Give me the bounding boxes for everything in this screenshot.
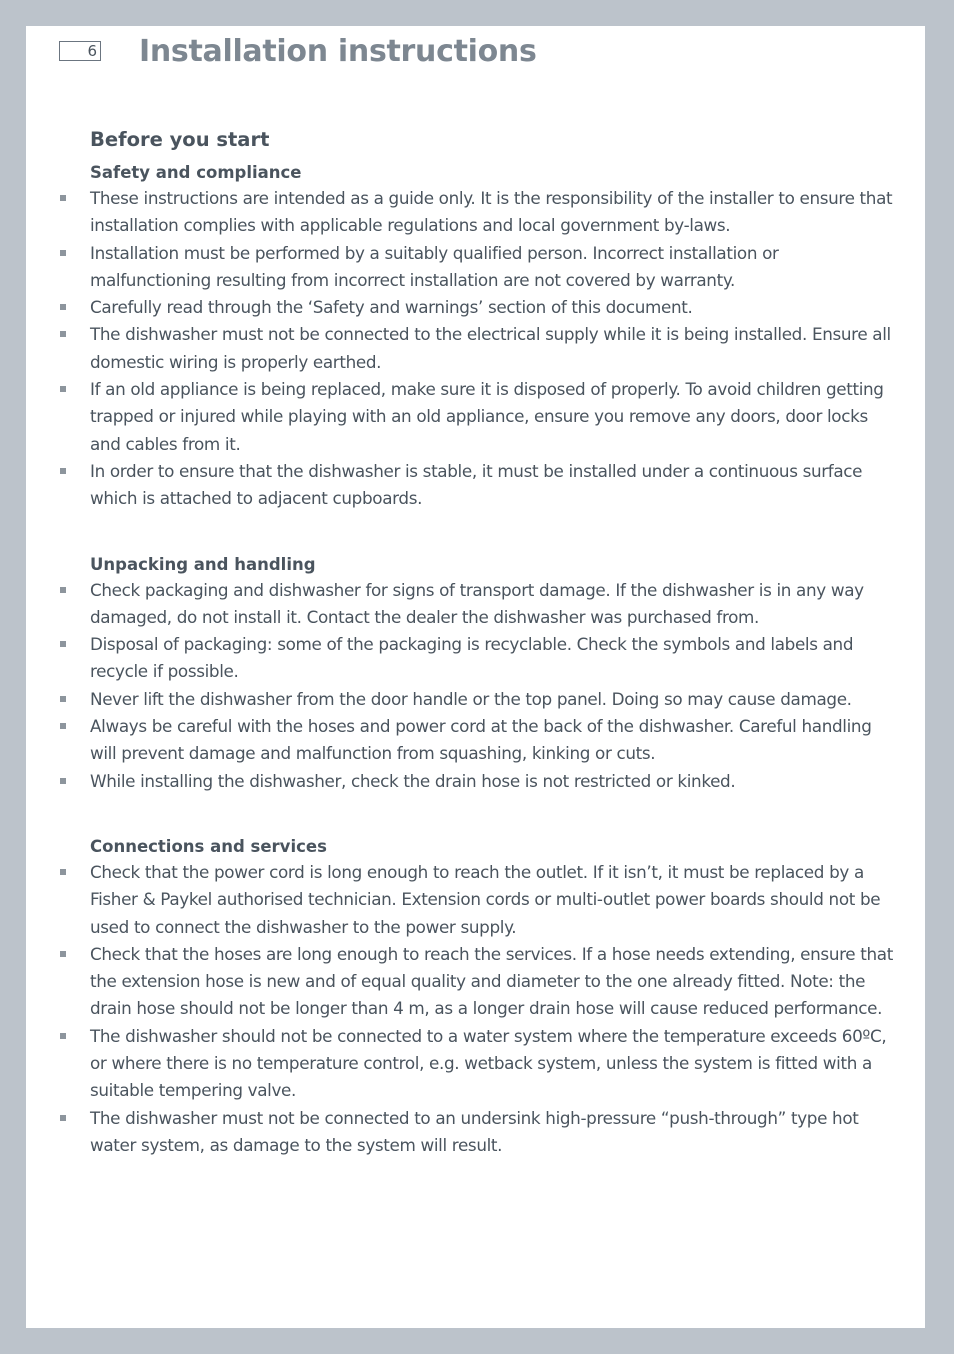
subsection-title: Unpacking and handling [90,554,316,574]
list-item [60,941,900,1023]
list-item [60,768,900,795]
bullet-list [60,185,900,513]
list-item-text: Check that the power cord is long enough to reach the outlet. If it isn’t, it must be replaced by a Fisher & Paykel authorised technician. Extension cords or multi-outlet power boards should not be used to connect the dishwasher to the power supply. [90,861,881,937]
list-item [60,185,900,240]
list-item [60,577,900,632]
list-item [60,713,900,768]
list-item-text: The dishwasher must not be connected to an undersink high-pressure “push-through” type hot water system, as damage to the system will result. [90,1107,859,1155]
document-page [26,26,925,1328]
list-item [60,294,900,321]
list-item-text: Check that the hoses are long enough to reach the services. If a hose needs extending, ensure that the extension hose is new and of equal quality and diameter to the one already fitted. Note: the drain hose should not be longer than 4 m, as a longer drain hose will cause reduced performance. [90,943,893,1019]
list-item [60,631,900,686]
list-item-text: Installation must be performed by a suitably qualified person. Incorrect installation or malfunctioning resulting from incorrect installation are not covered by warranty. [90,242,779,290]
bullet-square-icon [60,468,66,474]
list-item [60,686,900,713]
bullet-square-icon [60,304,66,310]
subsection-title: Safety and compliance [90,163,302,182]
main-content [60,128,900,1200]
bullet-square-icon [60,723,66,729]
list-item-text: The dishwasher should not be connected to a water system where the temperature exceeds 60ºC, or where there is no temperature control, e.g. wetback system, unless the system is fitted with a suitable tempering valve. [90,1025,887,1101]
bullet-square-icon [60,641,66,647]
list-item-text: If an old appliance is being replaced, make sure it is disposed of properly. To avoid children getting trapped or injured while playing with an old appliance, ensure you remove any doors, door locks and cables from it. [90,379,884,454]
bullet-square-icon [60,331,66,337]
list-item-text: Disposal of packaging: some of the packaging is recyclable. Check the symbols and labels and recycle if possible. [90,634,854,682]
bullet-square-icon [60,696,66,702]
bullet-square-icon [60,587,66,593]
list-item [60,376,900,458]
list-item [60,859,900,941]
list-item [60,458,900,513]
bullet-square-icon [60,1033,66,1039]
bullet-square-icon [60,869,66,875]
list-item-text: The dishwasher must not be connected to the electrical supply while it is being installed. Ensure all domestic wiring is properly earthed. [90,324,891,372]
section-connections-and-services [60,836,900,1159]
bullet-list [60,859,900,1159]
section-heading: Before you start [90,128,270,151]
page-number: 6 [59,41,101,61]
bullet-square-icon [60,386,66,392]
section-safety-and-compliance [60,162,900,513]
bullet-square-icon [60,250,66,256]
bullet-square-icon [60,778,66,784]
list-item [60,1105,900,1160]
list-item [60,1023,900,1105]
list-item [60,321,900,376]
section-unpacking-and-handling [60,554,900,795]
list-item-text: While installing the dishwasher, check the drain hose is not restricted or kinked. [90,770,736,791]
list-item-text: Carefully read through the ‘Safety and warnings’ section of this document. [90,297,693,318]
list-item-text: Never lift the dishwasher from the door handle or the top panel. Doing so may cause damage. [90,688,852,709]
subsection-title: Connections and services [90,836,327,856]
bullet-square-icon [60,1115,66,1121]
list-item-text: In order to ensure that the dishwasher is stable, it must be installed under a continuous surface which is attached to adjacent cupboards. [90,460,863,509]
list-item-text: Check packaging and dishwasher for signs of transport damage. If the dishwasher is in any way damaged, do not install it. Contact the dealer the dishwasher was purchased from. [90,579,864,627]
list-item [60,240,900,295]
page-title: Installation instructions [139,34,537,69]
bullet-list [60,577,900,795]
list-item-text: Always be careful with the hoses and power cord at the back of the dishwasher. Careful handling will prevent damage and malfunction from squashing, kinking or cuts. [90,716,872,764]
bullet-square-icon [60,195,66,201]
bullet-square-icon [60,951,66,957]
list-item-text: These instructions are intended as a guide only. It is the responsibility of the installer to ensure that installation complies with applicable regulations and local government by-laws. [90,188,893,236]
